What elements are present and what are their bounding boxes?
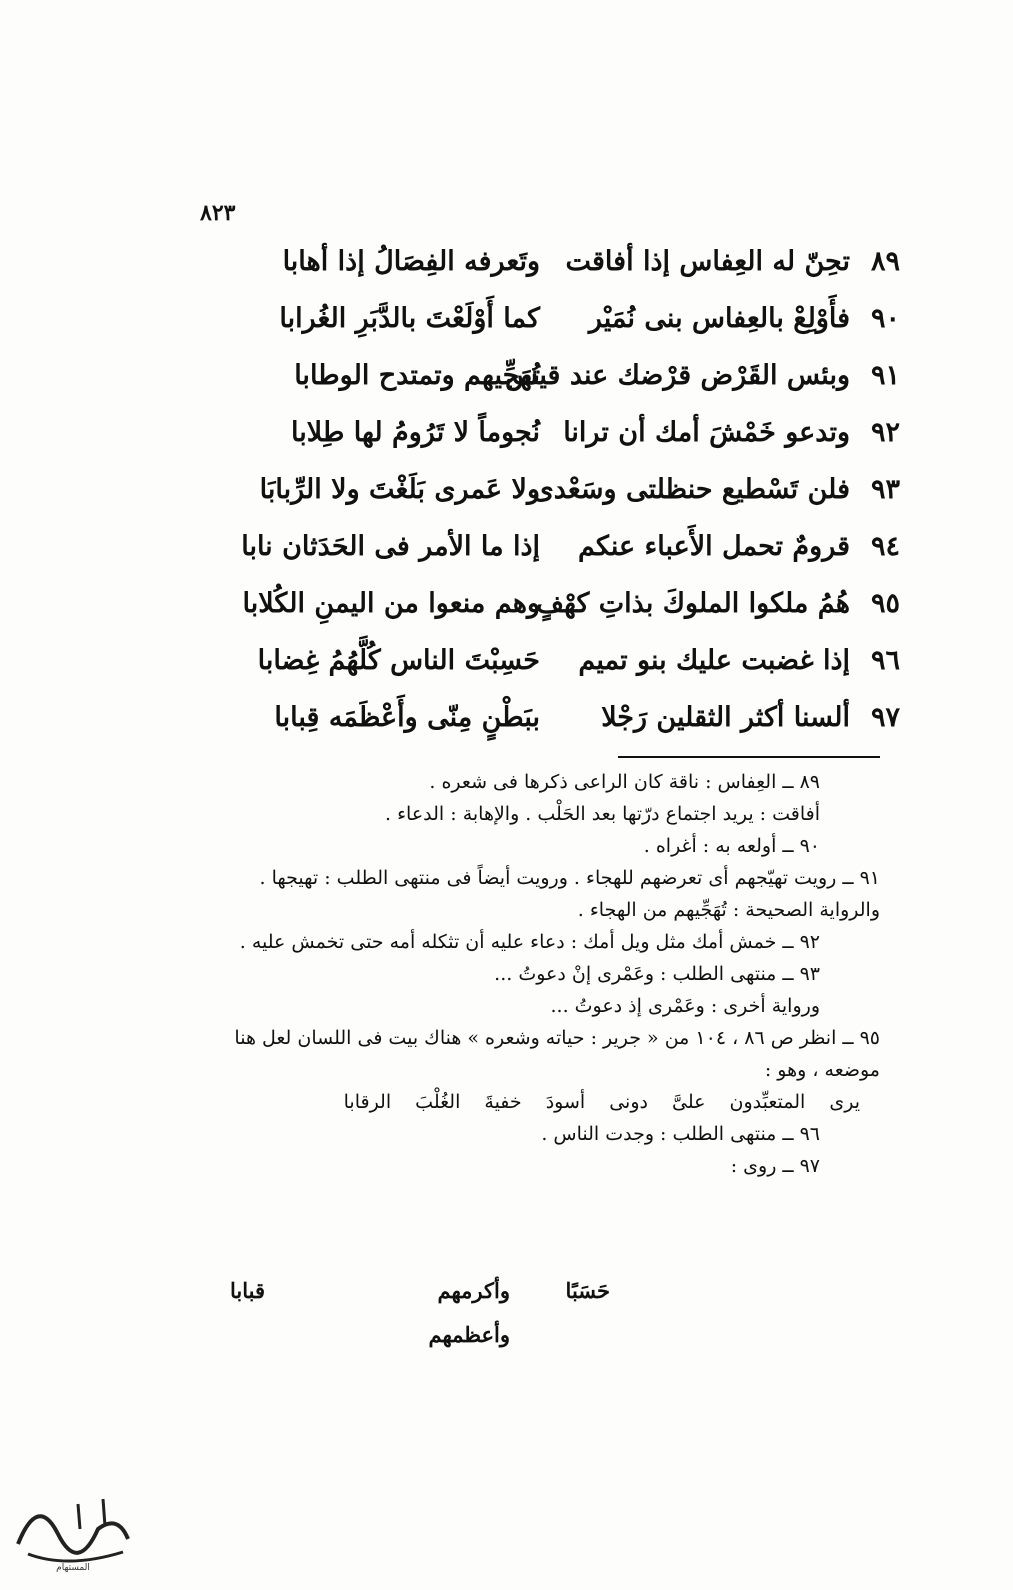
second-hemistich: نُجوماً لا تَرُومُ لها طِلابا: [291, 417, 540, 448]
footnote-92: ٩٢ ــ خمش أمك مثل ويل أمك : دعاء عليه أن تثكله أمه حتى تخمش عليه .: [239, 931, 820, 953]
verse-line: [200, 588, 900, 645]
second-hemistich: وهم منعوا من اليمنِ الكُلابا: [242, 588, 540, 619]
footnote-95-verse: يرى المتعبِّدون علىَّ دونى أسودَ خفيةَ الغُلْبَ الرقابا: [343, 1091, 860, 1113]
verse-line: [200, 531, 900, 588]
footnote-89-continued: أفاقت : يريد اجتماع درّتها بعد الحَلْب . والإهابة : الدعاء .: [385, 803, 820, 825]
first-hemistich: وبئس القَرْض قرْضك عند قيس: [504, 360, 850, 391]
first-hemistich: تحِنّ له العِفاس إذا أفاقت: [565, 246, 850, 277]
page-number: ٨٢٣: [200, 200, 236, 226]
verse-number: ٩١: [870, 360, 900, 391]
variant-word: وأكرمهم: [437, 1278, 510, 1303]
verse-number: ٩٥: [870, 588, 900, 619]
verse-number: ٩٤: [870, 531, 900, 562]
first-hemistich: فلن تَسْطيع حنظلتى وسَعْدى: [532, 474, 850, 505]
variant-word: قبابا: [230, 1278, 266, 1303]
variant-word: وأعظمهم: [428, 1322, 510, 1347]
footnote-89: ٨٩ ــ العِفاس : ناقة كان الراعى ذكرها فى شعره .: [429, 771, 820, 793]
variant-reading: [230, 1278, 610, 1358]
watermark-logo: [8, 1474, 138, 1574]
verse-line: [200, 645, 900, 702]
footnote-93-variant: ورواية أخرى : وعَمْرى إذ دعوتُ ...: [550, 995, 820, 1017]
watermark-text: المستهام: [56, 1563, 90, 1573]
second-hemistich: حَسِبْتَ الناس كُلَّهُمُ غِضابا: [257, 645, 540, 676]
verse-line: [200, 360, 900, 417]
first-hemistich: قرومٌ تحمل الأَعباء عنكم: [578, 531, 850, 562]
second-hemistich: تُهَجِّيهم وتمتدح الوطابا: [294, 360, 540, 391]
verse-number: ٩٢: [870, 417, 900, 448]
verse-number: ٩٦: [870, 645, 900, 676]
footnote-93: ٩٣ ــ منتهى الطلب : وعَمْرى إنْ دعوتُ ...: [494, 963, 820, 985]
verse-line: [200, 702, 900, 759]
second-hemistich: وتَعرفه الفِصَالُ إذا أهابا: [282, 246, 540, 277]
verse-line: [200, 246, 900, 303]
footnote-97: ٩٧ ــ روى :: [730, 1155, 820, 1177]
second-hemistich: ببَطْنٍ مِنّى وأَعْظَمَه قِبابا: [274, 702, 540, 733]
first-hemistich: فأَوْلِعْ بالعِفاس بنى نُمَيْر: [588, 303, 850, 334]
second-hemistich: ولا عَمرى بَلَغْتَ ولا الرِّبابَا: [259, 474, 540, 505]
second-hemistich: إذا ما الأمر فى الحَدَثان نابا: [241, 531, 540, 562]
verse-number: ٩٠: [870, 303, 900, 334]
footnote-95: ٩٥ ــ انظر ص ٨٦ ، ١٠٤ من « جرير : حياته وشعره » هناك بيت فى اللسان لعل هنا موضعه ، وهو :: [234, 1027, 880, 1081]
footnote-90: ٩٠ ــ أولعه به : أغراه .: [643, 835, 820, 857]
first-hemistich: هُمُ ملكوا الملوكَ بذاتِ كهْفٍ: [536, 588, 850, 619]
verse-number: ٨٩: [870, 246, 900, 277]
verse-number: ٩٣: [870, 474, 900, 505]
footnote-91: ٩١ ــ رويت تهيّجهم أى تعرضهم للهجاء . ورويت أيضاً فى منتهى الطلب : تهيجها . والرواية الصحيحة : تُهَجِّيهم من الهجاء .: [259, 867, 880, 921]
verse-line: [200, 417, 900, 474]
poem-verses: [200, 246, 900, 759]
first-hemistich: ألسنا أكثر الثقلين رَجْلا: [601, 702, 850, 733]
verse-line: [200, 474, 900, 531]
footnote-96: ٩٦ ــ منتهى الطلب : وجدت الناس .: [541, 1123, 820, 1145]
first-hemistich: إذا غضبت عليك بنو تميم: [578, 645, 850, 676]
second-hemistich: كما أَوْلَعْتَ بالدَّبَرِ الغُرابا: [279, 303, 540, 334]
verse-line: [200, 303, 900, 360]
footnotes: [195, 766, 880, 1182]
footnote-divider: [618, 756, 880, 758]
variant-word: حَسَبًا: [565, 1278, 610, 1303]
verse-number: ٩٧: [870, 702, 900, 733]
first-hemistich: وتدعو خَمْشَ أمك أن ترانا: [563, 417, 850, 448]
